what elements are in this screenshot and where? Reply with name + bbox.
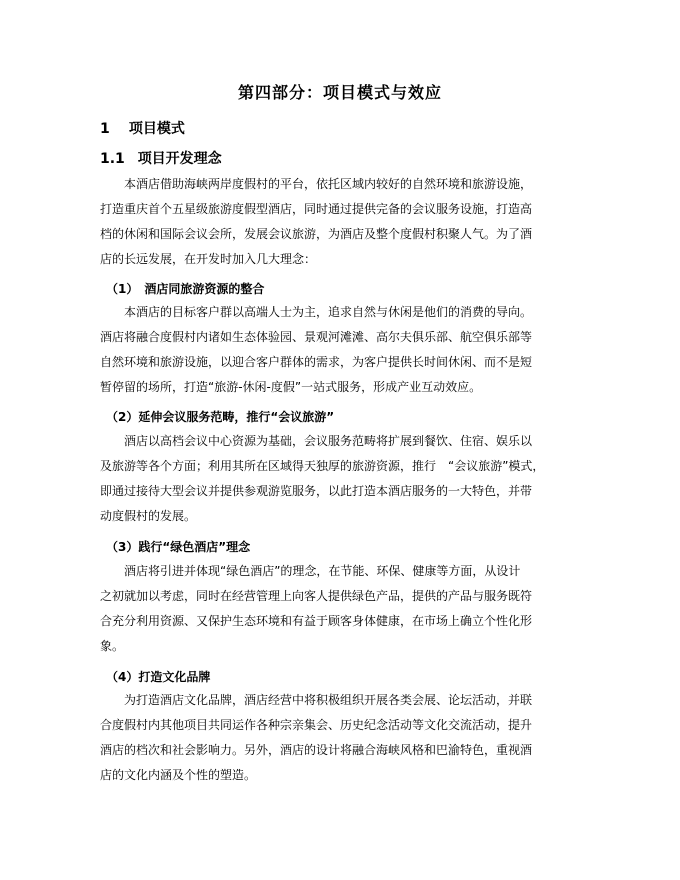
intro-paragraph (100, 172, 590, 272)
paragraph-line: 为打造酒店文化品牌，酒店经营中将积极组织开展各类会展、论坛活动，并联 (100, 693, 533, 707)
subsection-title: 项目开发理念 (137, 151, 222, 167)
paragraph-line: 之初就加以考虑，同时在经营管理上向客人提供绿色产品，提供的产品与服务既符 (100, 589, 533, 603)
paragraph-line: 及旅游等各个方面；利用其所在区域得天独厚的旅游资源，推行 “会议旅游”模式， (100, 459, 545, 473)
item-heading: （3）践行“绿色酒店”理念 (106, 540, 251, 554)
paragraph-line: 暂停留的场所，打造“旅游-休闲-度假”一站式服务，形成产业互动效应。 (100, 380, 482, 394)
paragraph-line: 档的休闲和国际会议会所，发展会议旅游，为酒店及整个度假村积聚人气。为了酒 (100, 227, 533, 241)
section-title: 项目模式 (128, 121, 185, 137)
paragraph-line: 本酒店借助海峡两岸度假村的平台，依托区域内较好的自然环境和旅游设施， (100, 177, 533, 191)
paragraph-line: 酒店以高档会议中心资源为基础，会议服务范畴将扩展到餐饮、住宿、娱乐以 (100, 434, 533, 448)
subsection-heading (100, 148, 222, 168)
section-heading (100, 118, 185, 138)
subsection-number: 1.1 (100, 151, 125, 167)
item-paragraph (100, 688, 590, 788)
item-paragraph (100, 300, 590, 400)
paragraph-line: 店的文化内涵及个性的塑造。 (100, 768, 257, 782)
paragraph-line: 本酒店的目标客户群以高端人士为主，追求自然与休闲是他们的消费的导向。 (100, 305, 533, 319)
paragraph-line: 合度假村内其他项目共同运作各种宗亲集会、历史纪念活动等文化交流活动，提升 (100, 718, 533, 732)
item-paragraph (100, 559, 590, 659)
paragraph-line: 象。 (100, 639, 125, 653)
section-number: 1 (100, 121, 110, 137)
paragraph-line: 打造重庆首个五星级旅游度假型酒店，同时通过提供完备的会议服务设施，打造高 (100, 202, 533, 216)
page-title: 第四部分：项目模式与效应 (237, 83, 442, 102)
paragraph-line: 酒店将引进并体现“绿色酒店”的理念，在节能、环保、健康等方面，从设计 (100, 564, 521, 578)
item-heading: （4）打造文化品牌 (106, 670, 211, 684)
item-heading: （1） 酒店同旅游资源的整合 (106, 282, 265, 296)
paragraph-line: 酒店将融合度假村内诸如生态体验园、景观河滩滩、高尔夫俱乐部、航空俱乐部等 (100, 330, 533, 344)
paragraph-line: 合充分利用资源、又保护生态环境和有益于顾客身体健康，在市场上确立个性化形 (100, 614, 533, 628)
paragraph-line: 即通过接待大型会议并提供参观游览服务，以此打造本酒店服务的一大特色，并带 (100, 484, 533, 498)
item-heading: （2）延伸会议服务范畴，推行“会议旅游” (106, 410, 335, 424)
paragraph-line: 自然环境和旅游设施，以迎合客户群体的需求，为客户提供长时间休闲、而不是短 (100, 355, 533, 369)
paragraph-line: 动度假村的发展。 (100, 509, 197, 523)
item-paragraph (100, 429, 590, 529)
paragraph-line: 店的长远发展，在开发时加入几大理念： (100, 252, 317, 266)
paragraph-line: 酒店的档次和社会影响力。另外，酒店的设计将融合海峡风格和巴渝特色，重视酒 (100, 743, 533, 757)
